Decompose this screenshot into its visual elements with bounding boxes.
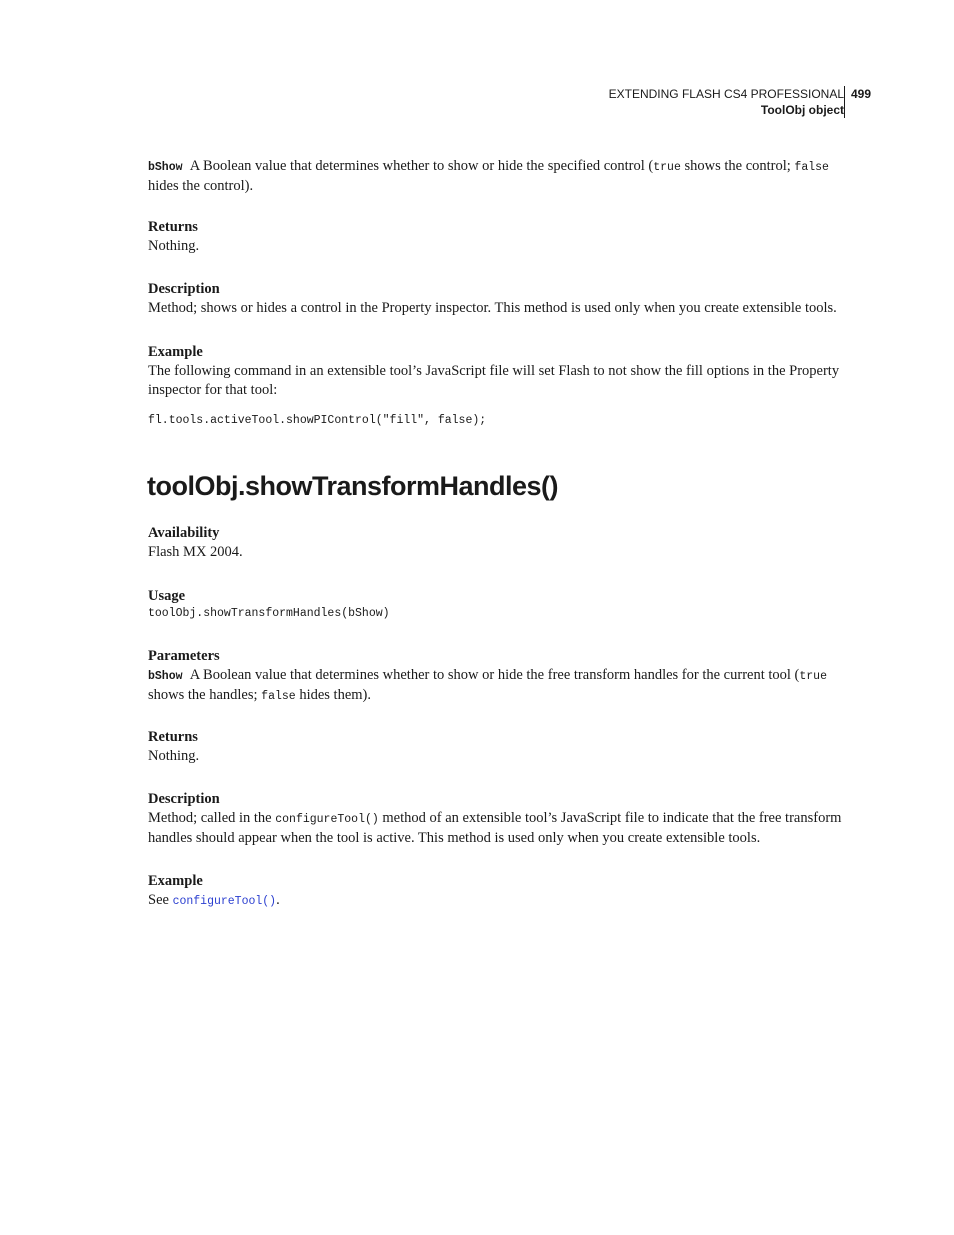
returns-heading: Returns bbox=[148, 219, 198, 235]
description-heading: Description bbox=[148, 281, 220, 297]
param-name: bShow bbox=[148, 161, 183, 174]
example-heading: Example bbox=[148, 873, 203, 889]
inline-code: true bbox=[799, 670, 827, 683]
prev-returns-block bbox=[148, 218, 848, 256]
availability-text: Flash MX 2004. bbox=[148, 544, 243, 560]
page-number: 499 bbox=[851, 87, 872, 101]
example-block bbox=[148, 872, 848, 911]
description-heading: Description bbox=[148, 791, 220, 807]
example-text: The following command in an extensible tool’s JavaScript file will set Flash to not show the fill options in the Property inspector for that tool: bbox=[148, 363, 840, 398]
availability-block bbox=[148, 524, 848, 562]
usage-code: toolObj.showTransformHandles(bShow) bbox=[148, 607, 390, 620]
usage-heading: Usage bbox=[148, 588, 186, 604]
example-text: See configureTool(). bbox=[148, 892, 280, 908]
description-text: Method; called in the configureTool() method of an extensible tool’s JavaScript file to indicate that the free transform handles should appear when the tool is active. This method is used only when you create extensible tools. bbox=[148, 810, 842, 846]
running-header bbox=[609, 86, 844, 118]
example-heading: Example bbox=[148, 344, 203, 360]
parameters-heading: Parameters bbox=[148, 648, 220, 664]
example-code: fl.tools.activeTool.showPIControl("fill", false); bbox=[148, 414, 487, 427]
prev-param-block bbox=[148, 157, 848, 196]
section-title: toolObj.showTransformHandles() bbox=[147, 471, 559, 501]
param-name: bShow bbox=[148, 670, 183, 683]
returns-text: Nothing. bbox=[148, 748, 200, 764]
prev-example-block bbox=[148, 343, 848, 400]
inline-code: false bbox=[794, 161, 829, 174]
availability-heading: Availability bbox=[148, 525, 220, 541]
inline-code: true bbox=[653, 161, 681, 174]
returns-block bbox=[148, 728, 848, 766]
returns-heading: Returns bbox=[148, 729, 198, 745]
prev-description-block bbox=[148, 280, 848, 318]
description-text: Method; shows or hides a control in the Property inspector. This method is used only when you create extensible tools. bbox=[148, 300, 837, 316]
parameters-text: bShow A Boolean value that determines whether to show or hide the free transform handles for the current tool (true shows the handles; false hides them). bbox=[148, 667, 827, 703]
prev-param-text: bShow A Boolean value that determines whether to show or hide the specified control (true shows the control; false hides the control). bbox=[148, 158, 829, 194]
header-divider bbox=[844, 86, 845, 118]
parameters-block bbox=[148, 647, 848, 706]
configure-tool-link[interactable]: configureTool() bbox=[172, 895, 277, 908]
inline-code: configureTool() bbox=[275, 813, 379, 826]
usage-block bbox=[148, 587, 848, 622]
inline-code: false bbox=[261, 690, 296, 703]
description-block bbox=[148, 790, 848, 848]
returns-text: Nothing. bbox=[148, 238, 200, 254]
chapter-title: ToolObj object bbox=[760, 103, 844, 117]
book-title: EXTENDING FLASH CS4 PROFESSIONAL bbox=[608, 87, 844, 101]
